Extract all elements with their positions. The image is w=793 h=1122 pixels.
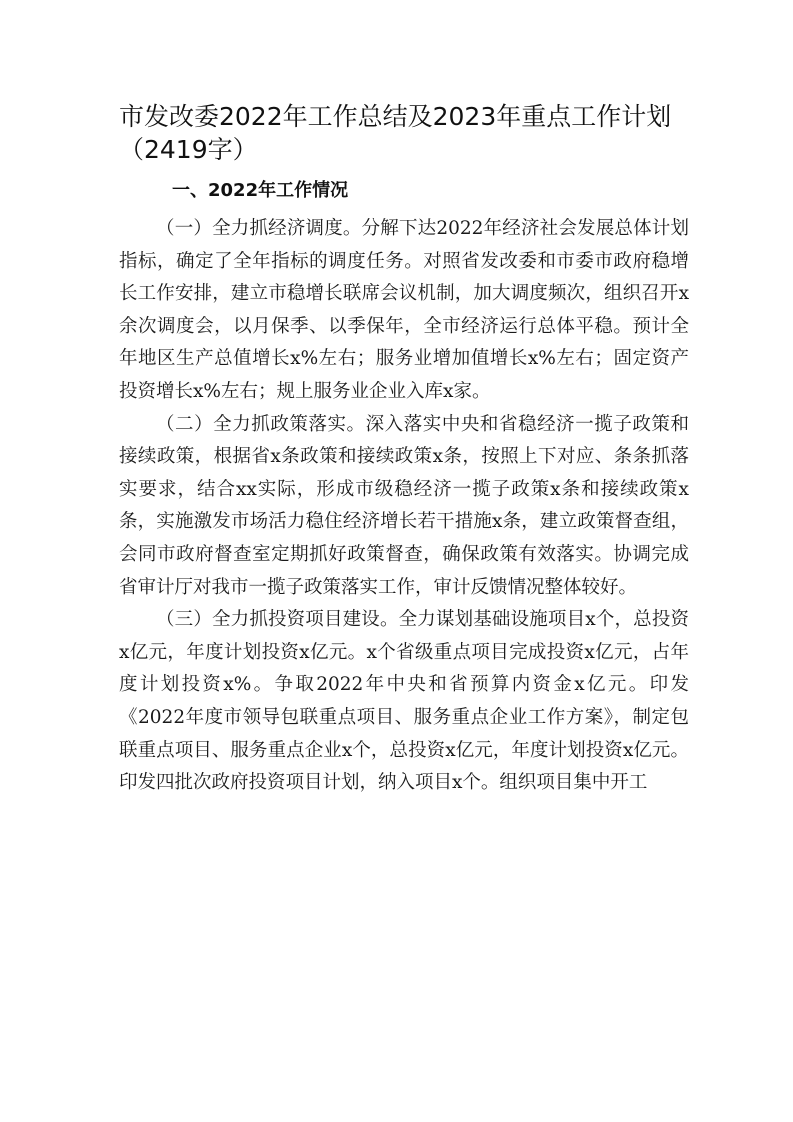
paragraph-policy-implementation: （二）全力抓政策落实。深入落实中央和省稳经济一揽子政策和接续政策，根据省x条政策和接续政策x条，按照上下对应、条条抓落实要求，结合xx实际，形成市级稳经济一揽子政策x条和接续政策x条，实施激发市场活力稳住经济增长若干措施x条，建立政策督查组，会同市政府督查室定期抓好政策督查，确保政策有效落实。协调完成省审计厅对我市一揽子政策落实工作，审计反馈情况整体较好。	[119, 413, 689, 598]
paragraph-investment-projects: （三）全力抓投资项目建设。全力谋划基础设施项目x个，总投资x亿元，年度计划投资x亿元。x个省级重点项目完成投资x亿元，占年度计划投资x%。争取2022年中央和省预算内资金x亿元。印发《2022年度市领导包联重点项目、服务重点企业工作方案》，制定包联重点项目、服务重点企业x个，总投资x亿元，年度计划投资x亿元。印发四批次政府投资项目计划，纳入项目x个。组织项目集中开工	[119, 609, 689, 794]
document-body	[119, 213, 689, 800]
paragraph-economic-dispatch: （一）全力抓经济调度。分解下达2022年经济社会发展总体计划指标，确定了全年指标的调度任务。对照省发改委和市委市政府稳增长工作安排，建立市稳增长联席会议机制，加大调度频次，组织召开x余次调度会，以月保季、以季保年，全市经济运行总体平稳。预计全年地区生产总值增长x%左右；服务业增加值增长x%左右；固定资产投资增长x%左右；规上服务业企业入库x家。	[119, 218, 689, 402]
document-title: 市发改委2022年工作总结及2023年重点工作计划（2419字）	[119, 102, 672, 164]
section-heading: 一、2022年工作情况	[172, 180, 349, 201]
